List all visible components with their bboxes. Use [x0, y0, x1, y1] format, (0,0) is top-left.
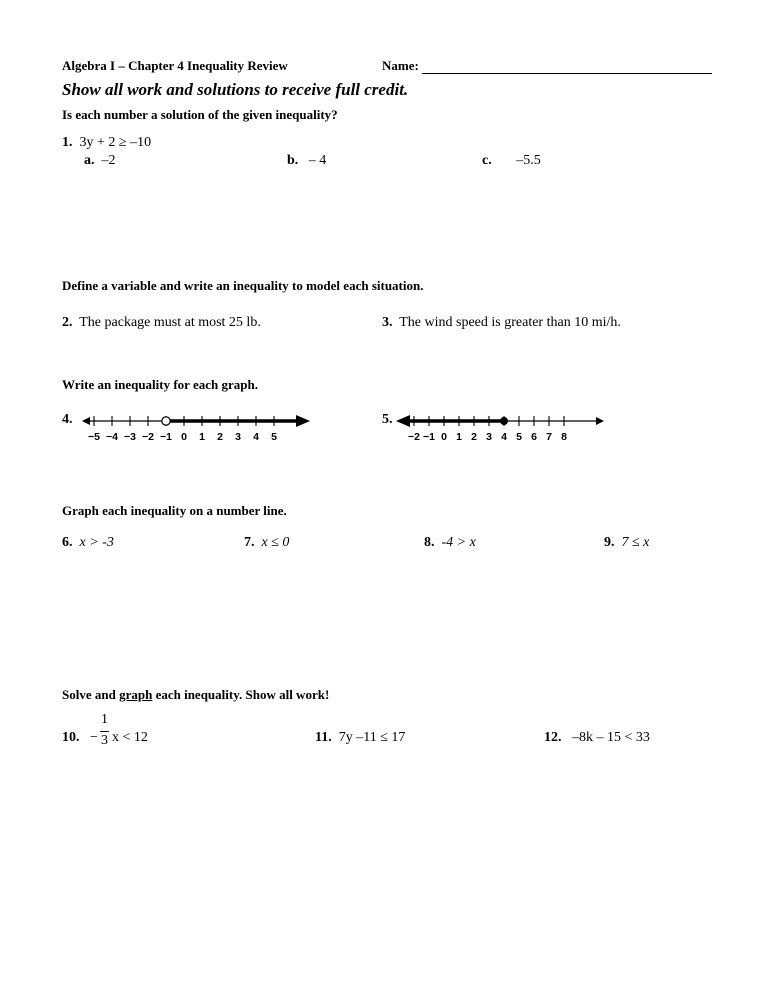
fraction-bar — [100, 731, 109, 732]
heading-graph-word: graph — [119, 687, 153, 702]
heading-part: Solve and — [62, 687, 120, 702]
arrow-left-icon — [82, 417, 90, 425]
tick-label: 4 — [253, 431, 259, 443]
problem-text: 7 ≤ x — [621, 535, 650, 550]
problem-3 — [382, 315, 621, 331]
option-c — [482, 153, 541, 169]
tick-label: 4 — [501, 431, 507, 443]
option-label: a. — [84, 153, 95, 168]
name-label: Name: — [382, 58, 419, 73]
worksheet-title: Algebra I – Chapter 4 Inequality Review — [62, 58, 288, 73]
problem-text: The package must at most 25 lb. — [79, 315, 261, 330]
tick-label: 3 — [486, 431, 492, 443]
section-heading-4: Graph each inequality on a number line. — [62, 503, 287, 518]
tick-label: −1 — [160, 431, 172, 443]
tick-label: 1 — [456, 431, 462, 443]
section-heading-5 — [62, 687, 329, 703]
tick-label: 3 — [235, 431, 241, 443]
problem-1 — [62, 135, 151, 151]
option-value: –5.5 — [516, 153, 541, 168]
problem-10-number: 10. — [62, 730, 80, 745]
tick-label: 5 — [271, 431, 277, 443]
name-blank[interactable] — [422, 61, 712, 74]
option-b — [287, 153, 326, 169]
tick-label: −3 — [124, 431, 136, 443]
open-circle-point — [162, 417, 170, 425]
section-heading-3: Write an inequality for each graph. — [62, 377, 258, 392]
tick-label: 7 — [546, 431, 552, 443]
problem-10-minus: − — [90, 730, 98, 745]
number-line-4 — [82, 412, 312, 446]
option-value: – 4 — [308, 153, 327, 168]
problem-text: The wind speed is greater than 10 mi/h. — [399, 315, 621, 330]
problem-number: 12. — [544, 730, 562, 745]
tick-label: −2 — [408, 431, 420, 443]
problem-number: 1. — [62, 135, 73, 150]
tick-label: 6 — [531, 431, 537, 443]
section-heading-2: Define a variable and write an inequality to model each situation. — [62, 278, 424, 293]
problem-text: 7y –11 ≤ 17 — [338, 730, 406, 745]
tick-label: 8 — [561, 431, 567, 443]
problem-11 — [315, 730, 405, 746]
problem-number: 3. — [382, 315, 393, 330]
problem-7 — [244, 535, 289, 551]
problem-12 — [544, 730, 650, 746]
heading-part: each inequality. Show all work! — [152, 687, 330, 702]
problem-6 — [62, 535, 114, 551]
tick-label: −2 — [142, 431, 154, 443]
problem-number: 2. — [62, 315, 73, 330]
tick-label: −1 — [423, 431, 435, 443]
problem-4-number: 4. — [62, 412, 73, 427]
tick-label: 2 — [217, 431, 223, 443]
option-value: –2 — [101, 153, 116, 168]
arrow-left-icon — [396, 415, 410, 427]
arrow-right-icon — [596, 417, 604, 425]
problem-text: x > -3 — [79, 535, 114, 550]
problem-10-text: x < 12 — [112, 730, 148, 745]
problem-text: -4 > x — [441, 535, 476, 550]
name-field[interactable] — [382, 58, 712, 74]
problem-text: x ≤ 0 — [261, 535, 290, 550]
tick-label: 5 — [516, 431, 522, 443]
arrow-right-icon — [296, 415, 310, 427]
problem-number: 9. — [604, 535, 615, 550]
problem-9 — [604, 535, 649, 551]
section-heading-1: Is each number a solution of the given inequality? — [62, 107, 338, 122]
tick-label: 0 — [181, 431, 187, 443]
option-label: c. — [482, 153, 492, 168]
problem-2 — [62, 315, 261, 331]
problem-number: 6. — [62, 535, 73, 550]
problem-text: –8k – 15 < 33 — [572, 730, 650, 745]
tick-label: −4 — [106, 431, 118, 443]
fraction-one-third — [99, 712, 113, 754]
problem-number: 8. — [424, 535, 435, 550]
tick-label: 2 — [471, 431, 477, 443]
problem-number: 7. — [244, 535, 255, 550]
problem-number: 11. — [315, 730, 332, 745]
number-line-5 — [396, 412, 606, 446]
tick-label: 0 — [441, 431, 447, 443]
tick-label: 1 — [199, 431, 205, 443]
tick-label: −5 — [88, 431, 100, 443]
option-label: b. — [287, 153, 299, 168]
fraction-denominator: 3 — [101, 733, 108, 748]
option-a — [84, 153, 116, 169]
instructions: Show all work and solutions to receive full credit. — [62, 80, 409, 99]
problem-8 — [424, 535, 476, 551]
closed-circle-point — [500, 417, 508, 425]
problem-text: 3y + 2 ≥ –10 — [79, 135, 152, 150]
problem-5-number: 5. — [382, 412, 393, 427]
fraction-numerator: 1 — [101, 712, 108, 727]
